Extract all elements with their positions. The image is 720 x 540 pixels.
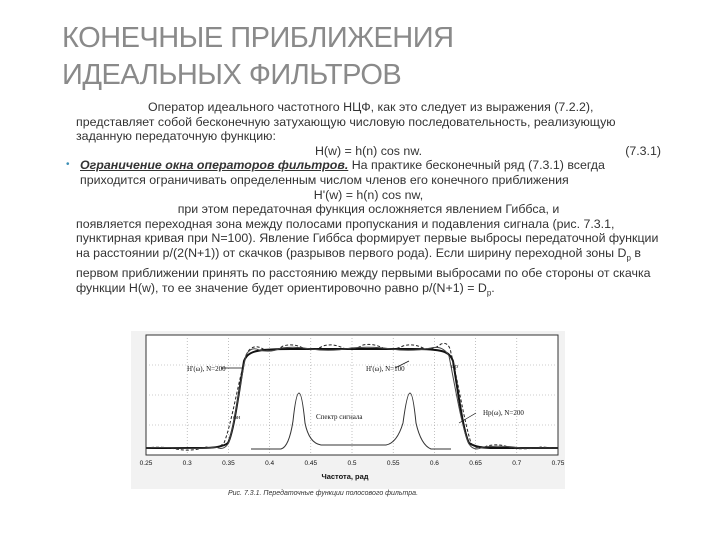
formula-2: H'(w) = h(n) cos nw, [313, 187, 424, 202]
label-omega-n: ωн [233, 415, 241, 421]
transfer-function-figure [131, 331, 565, 489]
x-axis-ticks [140, 460, 565, 467]
x-tick-label: 0.55 [386, 460, 400, 467]
x-tick-label: 0.3 [182, 460, 192, 467]
x-tick-label: 0.5 [347, 460, 357, 467]
x-tick-label: 0.4 [265, 460, 275, 467]
bullet-item [66, 158, 661, 187]
formula-1-expression: H(w) = h(n) cos nw. [314, 143, 423, 158]
gibbs-end: . [491, 280, 495, 295]
label-omega-p: ωp [451, 364, 458, 370]
x-tick-label: 0.25 [139, 460, 153, 467]
figure-caption: Рис. 7.3.1. Передаточные функции полосового фильтра. [228, 490, 419, 497]
label-hp-n200: Hp(ω), N=200 [483, 409, 524, 417]
formula-1-number: (7.3.1) [625, 143, 661, 158]
paragraph-intro: Оператор идеального частотного НЦФ, как это следует из выражения (7.2.2), представляет собой бесконечную затухающую числовую последовательность, реализующую заданную передаточную функцию: [76, 100, 616, 144]
x-tick-label: 0.35 [222, 460, 235, 467]
bullet-text: На практике бесконечный ряд (7.3.1) всегда приходится ограничивать определенным числом членов его конечного приближения [80, 158, 605, 187]
label-h-n100: H'(ω), N=100 [366, 365, 405, 373]
gibbs-sub-2: p [486, 288, 492, 298]
x-tick-label: 0.7 [512, 460, 522, 467]
figure-svg [131, 331, 565, 489]
x-tick-label: 0.75 [551, 460, 565, 467]
label-signal-spectrum: Спектр сигнала [316, 413, 363, 421]
slide-body [66, 100, 661, 301]
gibbs-text-a: появляется переходная зона между полосами пропускания и подавления сигнала (рис. 7.3.1, пунктирная кривая при N=100). Явление Гиббса формирует первые выбросы передаточной функции на расстоянии p/(2(N+1)) от скачков (разрывов первого рода). Если ширину переходной зоны D [76, 216, 659, 260]
formula-1 [76, 144, 661, 159]
gibbs-text-b: в первом приближении принять по расстоянию между первыми выбросами по обе стороны от скачка функции H(w), то ее значение будет ориентировочно равно p/(N+1) = D [76, 245, 651, 295]
slide-title-line-1: КОНЕЧНЫЕ ПРИБЛИЖЕНИЯ [62, 22, 454, 54]
slide-title-line-2: ИДЕАЛЬНЫХ ФИЛЬТРОВ [62, 59, 402, 91]
bullet-heading: Ограничение окна операторов фильтров. [80, 158, 349, 173]
slide-margin [0, 0, 14, 540]
bullet-icon: • [66, 159, 70, 171]
slide-title [62, 20, 662, 94]
paragraph-gibbs-lead: при этом передаточная функция осложняется явлением Гиббса, и [177, 202, 560, 217]
label-h-n200: H'(ω), N=200 [187, 365, 226, 373]
paragraph-gibbs [76, 217, 661, 301]
x-axis-title: Частота, рад [321, 472, 369, 481]
gibbs-sub-1: p [626, 253, 631, 263]
x-tick-label: 0.6 [429, 460, 439, 467]
x-tick-label: 0.65 [469, 460, 482, 467]
x-tick-label: 0.45 [304, 460, 318, 467]
